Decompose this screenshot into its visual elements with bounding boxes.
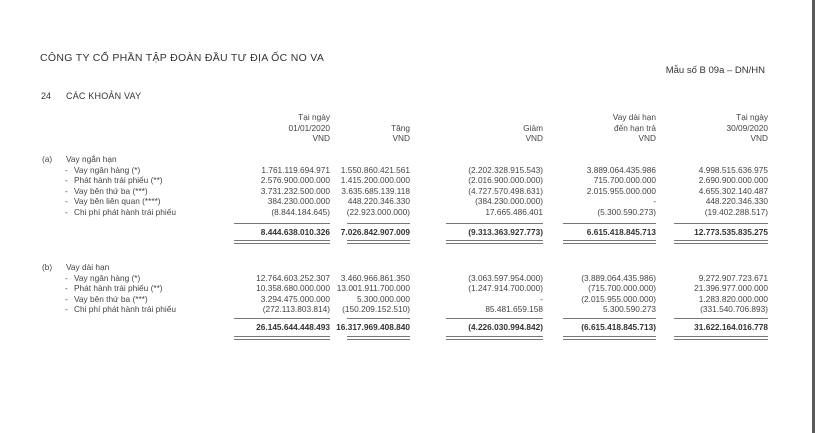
total-double-rule	[347, 336, 410, 340]
total-row: 8.444.638.010.326 7.026.842.907.009 (9.313.363.927.773) 6.615.418.845.713 12.773.535.835.275	[260, 227, 768, 237]
group-letter: (a)	[42, 154, 53, 164]
column-header-closing: Tại ngày 30/09/2020 VND	[726, 112, 768, 144]
row-label: - Phát hành trái phiếu (**)	[66, 283, 163, 293]
subtotal-rule	[446, 223, 543, 224]
subtotal-rule	[674, 223, 768, 224]
subtotal-rule	[563, 223, 656, 224]
row-label: - Vay ngân hàng (*)	[66, 273, 140, 283]
row-label: - Vay bên thứ ba (***)	[66, 186, 148, 196]
table-row: - Chi phí phát hành trái phiếu (8.844.184.645) (22.923.000.000) 17.665.486.401 (5.300.590.273) (19.402.288.517)	[0, 207, 815, 218]
table-row: - Phát hành trái phiếu (**) 2.576.900.000.000 1.415.200.000.000 (2.016.900.000.000) 715.700.000.000 2.690.900.000.000	[0, 175, 815, 186]
subtotal-rule	[563, 318, 656, 319]
column-header-increase: Tăng VND	[391, 122, 410, 144]
column-header-current-portion: Vay dài hạn đến hạn trả VND	[612, 112, 656, 144]
company-name: CÔNG TY CỔ PHẦN TẬP ĐOÀN ĐẦU TƯ ĐỊA ỐC NO VA	[40, 52, 325, 64]
subtotal-rule	[446, 318, 543, 319]
row-label: - Chi phí phát hành trái phiếu	[66, 304, 176, 314]
row-label: - Chi phí phát hành trái phiếu	[66, 207, 176, 217]
table-row: - Phát hành trái phiếu (**) 10.358.680.000.000 13.001.911.700.000 (1.247.914.700.000) (715.700.000.000) 21.396.977.000.000	[0, 283, 815, 294]
row-label: - Phát hành trái phiếu (**)	[66, 175, 163, 185]
section-number: 24	[41, 91, 52, 101]
row-label: - Vay bên thứ ba (***)	[66, 294, 148, 304]
total-double-rule	[446, 336, 543, 340]
subtotal-rule	[234, 223, 330, 224]
table-row: - Vay ngân hàng (*) 1.761.119.694.971 1.550.860.421.561 (2.202.328.915.543) 3.889.064.435.986 4.998.515.636.975	[0, 165, 815, 176]
total-double-rule	[446, 240, 543, 244]
column-header-opening: Tại ngày 01/01/2020 VND	[288, 112, 330, 144]
row-label: - Vay bên liên quan (****)	[66, 196, 161, 206]
table-row: - Chi phí phát hành trái phiếu (272.113.803.814) (150.209.152.510) 85.481.659.158 5.300.590.273 (331.540.706.893)	[0, 304, 815, 315]
total-double-rule	[563, 336, 656, 340]
total-double-rule	[674, 336, 768, 340]
table-row: - Vay bên thứ ba (***) 3.731.232.500.000 3.635.685.139.118 (4.727.570.498.631) 2.015.955.000.000 4.655.302.140.487	[0, 186, 815, 197]
group-title: Vay ngắn hạn	[66, 154, 117, 164]
total-row: 26.145.644.448.493 16.317.969.408.840 (4.226.030.994.842) (6.615.418.845.713) 31.622.164.016.778	[256, 322, 768, 332]
table-row: - Vay bên liên quan (****) 384.230.000.000 448.220.346.330 (384.230.000.000) - 448.220.346.330	[0, 196, 815, 207]
total-double-rule	[234, 336, 330, 340]
section-title: CÁC KHOẢN VAY	[66, 91, 142, 101]
row-label: - Vay ngân hàng (*)	[66, 165, 140, 175]
total-double-rule	[347, 240, 410, 244]
table-row: - Vay ngân hàng (*) 12.764.603.252.307 3.460.966.861.350 (3.063.597.954.000) (3.889.064.435.986) 9.272.907.723.671	[0, 273, 815, 284]
total-double-rule	[234, 240, 330, 244]
table-row: - Vay bên thứ ba (***) 3.294.475.000.000 5.300.000.000 - (2.015.955.000.000) 1.283.820.000.000	[0, 294, 815, 305]
subtotal-rule	[674, 318, 768, 319]
total-double-rule	[563, 240, 656, 244]
group-title: Vay dài hạn	[66, 262, 110, 272]
column-header-decrease: Giảm VND	[523, 122, 543, 144]
total-double-rule	[674, 240, 768, 244]
subtotal-rule	[347, 318, 410, 319]
subtotal-rule	[234, 318, 330, 319]
group-letter: (b)	[42, 262, 53, 272]
form-code: Mẫu số B 09a – DN/HN	[665, 65, 765, 76]
subtotal-rule	[347, 223, 410, 224]
